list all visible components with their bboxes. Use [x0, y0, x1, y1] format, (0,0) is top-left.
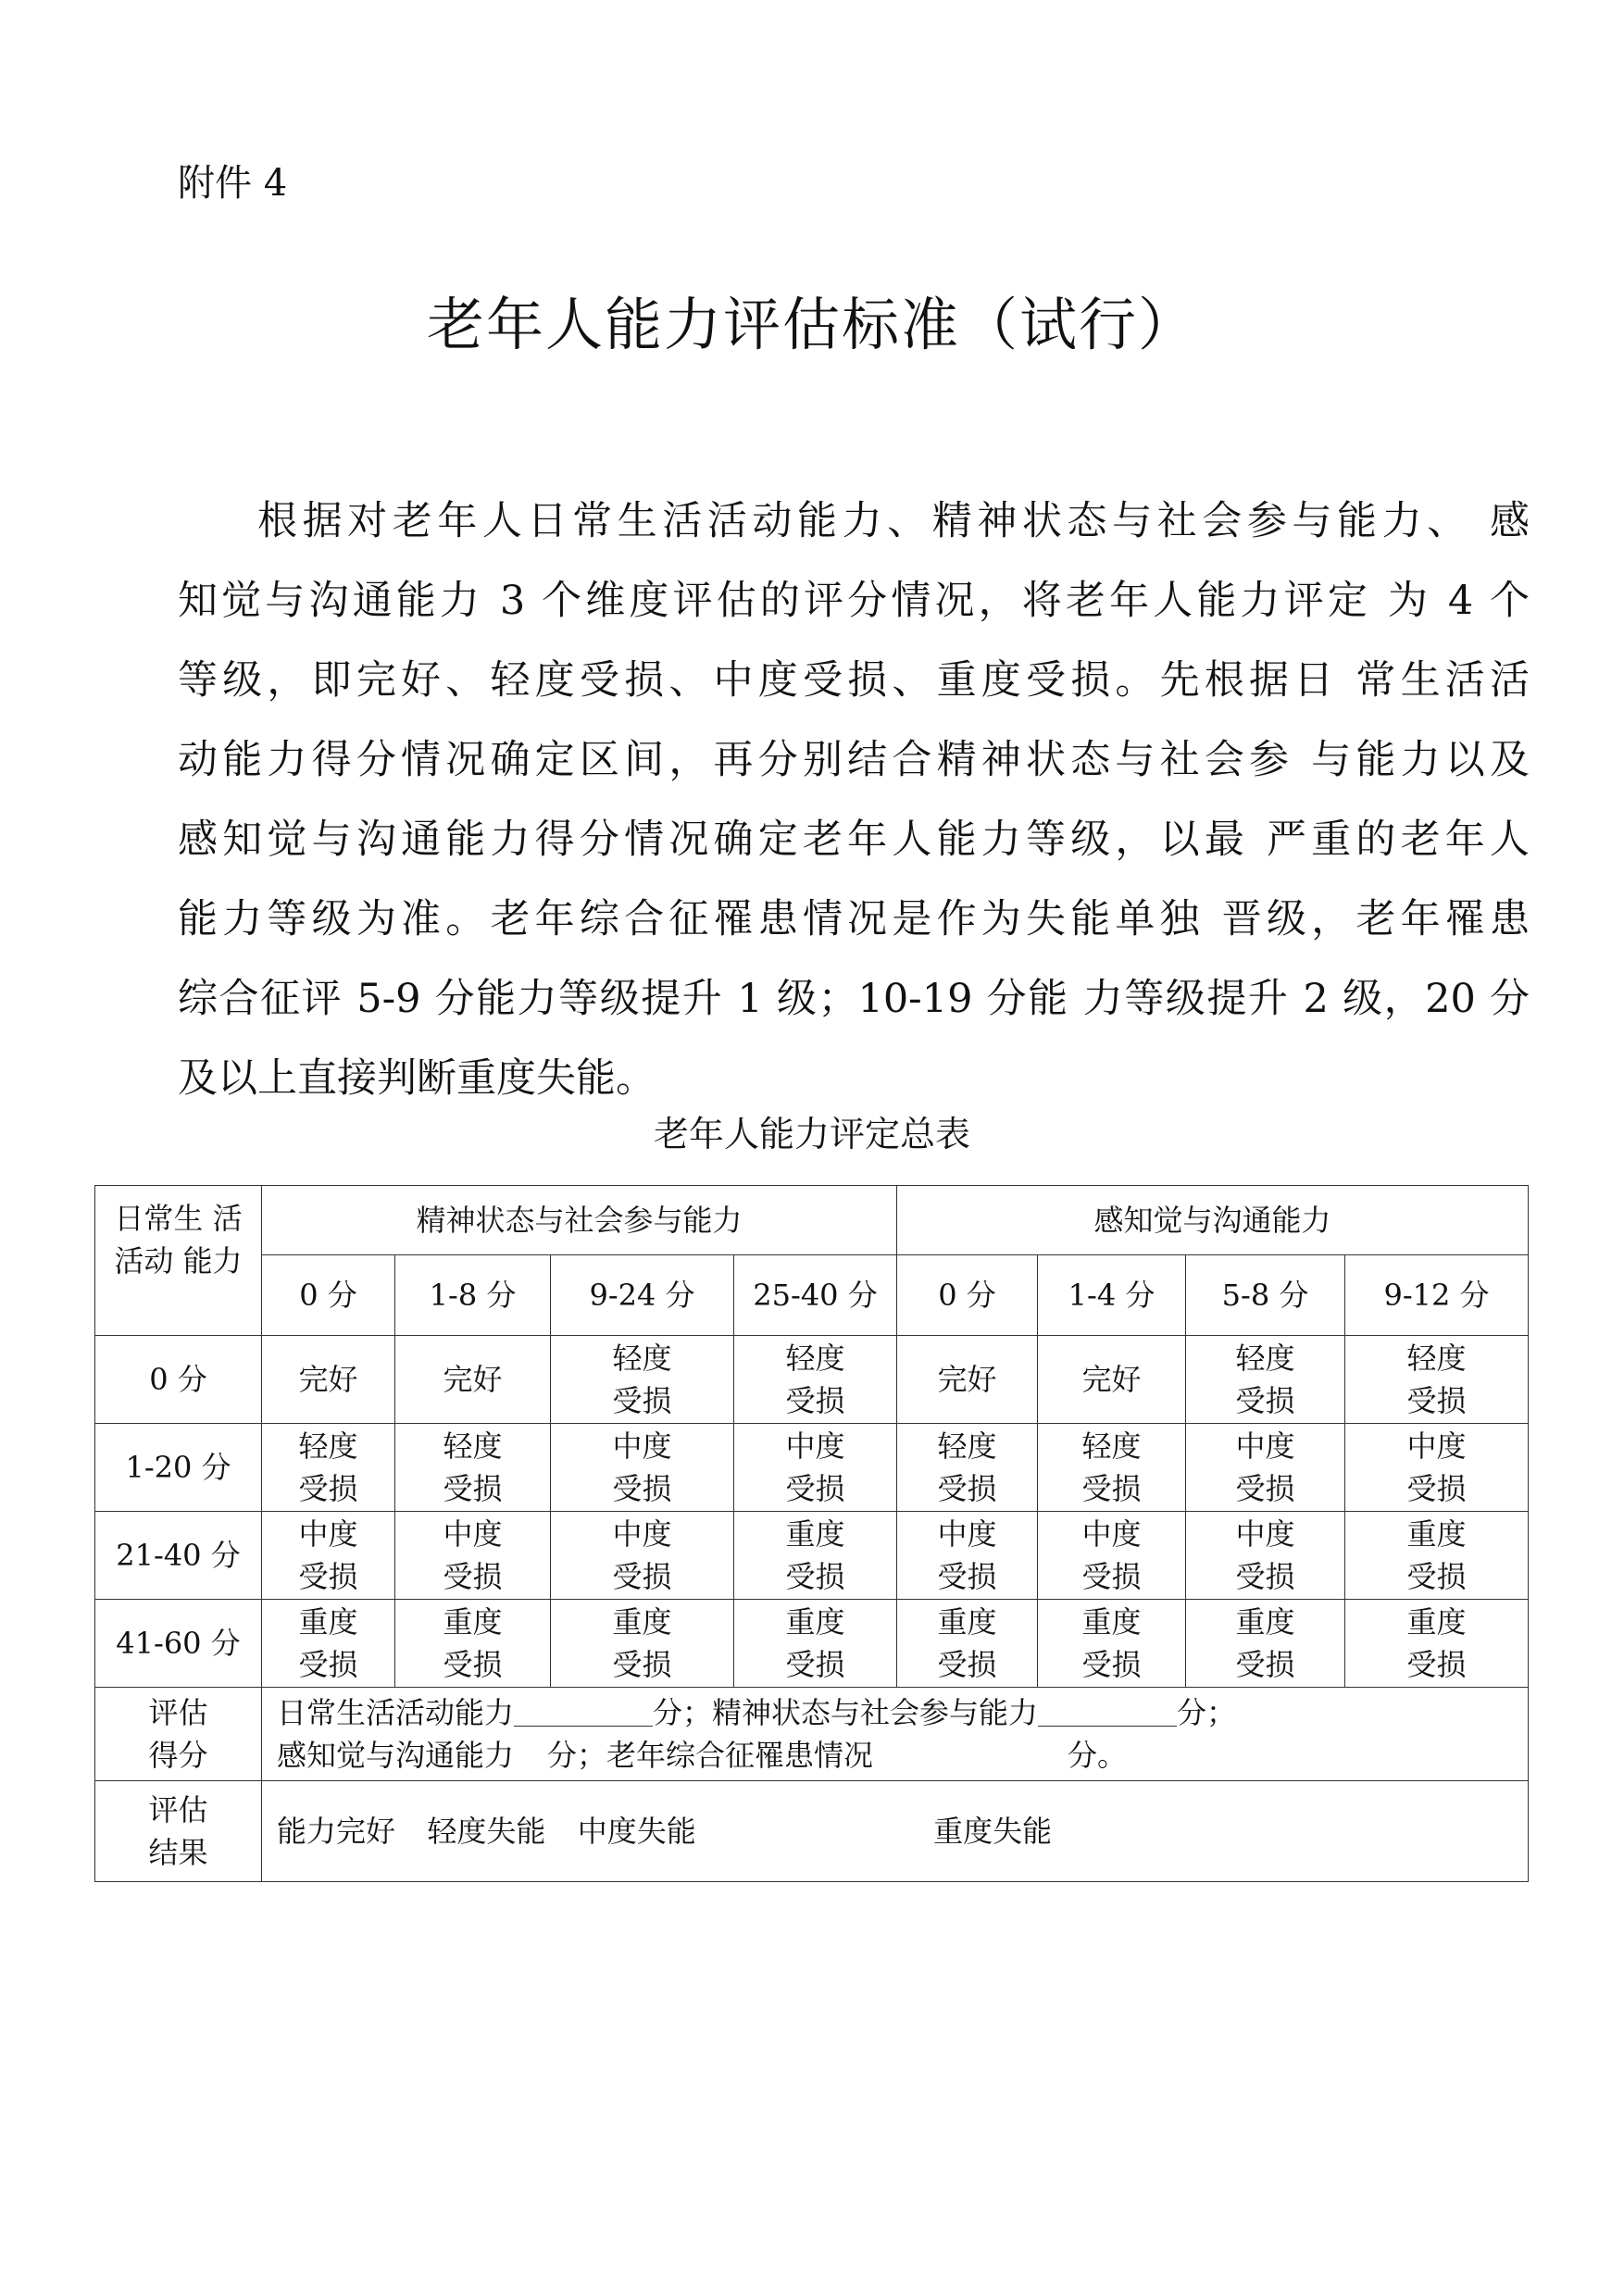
rating-cell-line: 受损: [1406, 1471, 1467, 1506]
table-row: [95, 1512, 1529, 1600]
rating-cell-line: 轻度: [298, 1428, 358, 1464]
sub-header: 5-8 分: [1186, 1255, 1345, 1336]
result-label-line: 评估: [148, 1792, 208, 1827]
rating-cell-line: 受损: [612, 1647, 672, 1682]
row-label: 21-40 分: [95, 1512, 262, 1600]
rating-cell: [897, 1336, 1038, 1424]
perception-score-label: 感知觉与沟通能力: [277, 1738, 515, 1773]
attachment-label: 附件 4: [178, 162, 288, 205]
rating-cell: [897, 1512, 1038, 1600]
rating-cell-line: 受损: [785, 1559, 845, 1594]
rating-cell-line: 轻度: [1235, 1341, 1295, 1376]
rating-cell: [897, 1600, 1038, 1688]
rating-cell: [262, 1512, 395, 1600]
rating-cell-line: 重度: [1406, 1516, 1467, 1552]
score-line-2: [277, 1734, 1528, 1777]
rating-cell-line: 受损: [1235, 1383, 1295, 1418]
rating-cell-line: 受损: [937, 1471, 997, 1506]
rating-cell-line: 受损: [612, 1383, 672, 1418]
rating-cell-line: 完好: [443, 1362, 503, 1397]
rating-cell-line: 受损: [1235, 1559, 1295, 1594]
row-label: 41-60 分: [95, 1600, 262, 1688]
rating-cell-line: 轻度: [937, 1428, 997, 1464]
rating-cell-line: 重度: [1406, 1604, 1467, 1640]
rating-cell: [395, 1336, 551, 1424]
assessment-summary-table: [94, 1185, 1529, 1882]
rating-cell-line: 受损: [937, 1647, 997, 1682]
rating-cell: [395, 1512, 551, 1600]
rating-cell-line: 受损: [1235, 1647, 1295, 1682]
rating-cell-line: 受损: [1081, 1559, 1142, 1594]
rating-cell-line: 完好: [1081, 1362, 1142, 1397]
rating-cell-line: 受损: [785, 1471, 845, 1506]
adl-score-label: 日常生活活动能力: [277, 1695, 515, 1730]
adl-score-blank[interactable]: [514, 1698, 653, 1727]
result-option-mild[interactable]: 轻度失能: [427, 1814, 546, 1849]
rating-cell: [734, 1600, 897, 1688]
rating-cell-line: 重度: [1081, 1604, 1142, 1640]
rating-cell: [1345, 1512, 1529, 1600]
sub-header: 1-4 分: [1038, 1255, 1186, 1336]
rating-cell: [395, 1600, 551, 1688]
intro-paragraph: [178, 481, 1530, 1118]
score-label-line: 得分: [148, 1738, 208, 1773]
paragraph-line: 等级，即完好、轻度受损、中度受损、重度受损。先根据日 常生活活: [178, 657, 1530, 704]
rating-cell-line: 中度: [1406, 1428, 1467, 1464]
rating-cell-line: 中度: [612, 1428, 672, 1464]
rating-cell-line: 轻度: [612, 1341, 672, 1376]
sub-header: 9-24 分: [551, 1255, 734, 1336]
rating-cell: [1186, 1336, 1345, 1424]
rating-cell-line: 中度: [937, 1516, 997, 1552]
rating-cell: [734, 1424, 897, 1512]
rating-cell: [1345, 1336, 1529, 1424]
result-label-line: 结果: [148, 1835, 208, 1870]
rating-cell: [1186, 1424, 1345, 1512]
rating-cell: [1038, 1424, 1186, 1512]
rating-cell-line: 完好: [937, 1362, 997, 1397]
rating-cell-line: 重度: [785, 1516, 845, 1552]
rating-cell-line: 重度: [612, 1604, 672, 1640]
rating-cell: [262, 1600, 395, 1688]
rating-cell-line: 轻度: [443, 1428, 503, 1464]
rating-cell-line: 受损: [1081, 1471, 1142, 1506]
rating-cell: [551, 1336, 734, 1424]
mental-score-label: 分；精神状态与社会参与能力: [653, 1695, 1039, 1730]
result-option-severe[interactable]: 重度失能: [933, 1814, 1053, 1849]
rating-cell: [1345, 1424, 1529, 1512]
paragraph-line: 动能力得分情况确定区间，再分别结合精神状态与社会参 与能力以及: [178, 737, 1530, 783]
corner-header-line: 活动 能力: [114, 1243, 243, 1278]
rating-cell-line: 中度: [298, 1516, 358, 1552]
geriatric-score-label: 分；老年综合征罹患情况: [547, 1738, 874, 1773]
rating-cell-line: 中度: [612, 1516, 672, 1552]
rating-cell-line: 重度: [785, 1604, 845, 1640]
score-line-1: [277, 1691, 1528, 1734]
geriatric-score-suffix: 分。: [1068, 1738, 1128, 1773]
rating-cell: [551, 1424, 734, 1512]
rating-cell-line: 重度: [298, 1604, 358, 1640]
rating-cell: [551, 1600, 734, 1688]
rating-cell: [262, 1336, 395, 1424]
table-row: [95, 1424, 1529, 1512]
rating-cell-line: 受损: [443, 1471, 503, 1506]
rating-cell-line: 受损: [298, 1647, 358, 1682]
rating-cell: [1186, 1512, 1345, 1600]
rating-cell-line: 受损: [1235, 1471, 1295, 1506]
rating-cell-line: 轻度: [1406, 1341, 1467, 1376]
rating-cell: [551, 1512, 734, 1600]
rating-cell-line: 轻度: [785, 1341, 845, 1376]
rating-cell-line: 受损: [443, 1559, 503, 1594]
paragraph-line: 根据对老年人日常生活活动能力、精神状态与社会参与能力、 感: [257, 498, 1530, 544]
table-caption: 老年人能力评定总表: [653, 1114, 970, 1154]
result-option-moderate[interactable]: 中度失能: [577, 1814, 696, 1849]
paragraph-line: 能力等级为准。老年综合征罹患情况是作为失能单独 晋级，老年罹患: [178, 896, 1530, 942]
rating-cell-line: 受损: [937, 1559, 997, 1594]
paragraph-line: 感知觉与沟通能力得分情况确定老年人能力等级，以最 严重的老年人: [178, 817, 1530, 863]
group-header-mental-social: 精神状态与社会参与能力: [262, 1186, 897, 1255]
rating-cell-line: 中度: [443, 1516, 503, 1552]
score-label-line: 评估: [148, 1695, 208, 1730]
rating-cell-line: 完好: [298, 1362, 358, 1397]
paragraph-line: 知觉与沟通能力 3 个维度评估的评分情况，将老年人能力评定 为 4 个: [178, 578, 1530, 624]
rating-cell-line: 受损: [298, 1559, 358, 1594]
rating-cell: [1345, 1600, 1529, 1688]
rating-cell-line: 受损: [612, 1471, 672, 1506]
rating-cell-line: 受损: [785, 1647, 845, 1682]
table-row: [95, 1600, 1529, 1688]
rating-cell-line: 中度: [1235, 1516, 1295, 1552]
score-fields: [262, 1688, 1529, 1781]
rating-cell-line: 受损: [443, 1647, 503, 1682]
sub-header: 1-8 分: [395, 1255, 551, 1336]
rating-cell-line: 受损: [1406, 1647, 1467, 1682]
rating-cell-line: 受损: [612, 1559, 672, 1594]
rating-cell-line: 重度: [443, 1604, 503, 1640]
mental-score-suffix: 分；: [1177, 1695, 1237, 1730]
rating-cell-line: 重度: [1235, 1604, 1295, 1640]
rating-cell-line: 中度: [1235, 1428, 1295, 1464]
rating-cell: [734, 1512, 897, 1600]
rating-cell-line: 受损: [1406, 1559, 1467, 1594]
rating-cell: [734, 1336, 897, 1424]
document-title: 老年人能力评估标准（试行）: [426, 291, 1197, 358]
rating-cell-line: 受损: [1081, 1647, 1142, 1682]
sub-header: 0 分: [262, 1255, 395, 1336]
rating-cell: [1038, 1336, 1186, 1424]
rating-cell-line: 受损: [298, 1471, 358, 1506]
rating-cell-line: 受损: [1406, 1383, 1467, 1418]
rating-cell-line: 中度: [785, 1428, 845, 1464]
group-header-perception-communication: 感知觉与沟通能力: [897, 1186, 1529, 1255]
rating-cell: [1038, 1600, 1186, 1688]
score-label: [95, 1688, 262, 1781]
rating-cell: [897, 1424, 1038, 1512]
table-row: [95, 1336, 1529, 1424]
result-options: [262, 1781, 1529, 1882]
corner-header: [95, 1186, 262, 1336]
result-label: [95, 1781, 262, 1882]
paragraph-line: 综合征评 5-9 分能力等级提升 1 级；10-19 分能 力等级提升 2 级，20 分: [178, 976, 1530, 1022]
paragraph-line: 及以上直接判断重度失能。: [178, 1055, 656, 1102]
sub-header: 0 分: [897, 1255, 1038, 1336]
corner-header-line: 日常生 活: [114, 1201, 243, 1236]
rating-cell: [262, 1424, 395, 1512]
rating-cell-line: 重度: [937, 1604, 997, 1640]
row-label: 1-20 分: [95, 1424, 262, 1512]
rating-cell-line: 受损: [785, 1383, 845, 1418]
rating-cell-line: 轻度: [1081, 1428, 1142, 1464]
rating-cell: [1186, 1600, 1345, 1688]
mental-score-blank[interactable]: [1038, 1698, 1177, 1727]
row-label: 0 分: [95, 1336, 262, 1424]
rating-cell: [395, 1424, 551, 1512]
sub-header: 9-12 分: [1345, 1255, 1529, 1336]
rating-cell: [1038, 1512, 1186, 1600]
sub-header: 25-40 分: [734, 1255, 897, 1336]
result-option-intact[interactable]: 能力完好: [277, 1814, 396, 1849]
rating-cell-line: 中度: [1081, 1516, 1142, 1552]
